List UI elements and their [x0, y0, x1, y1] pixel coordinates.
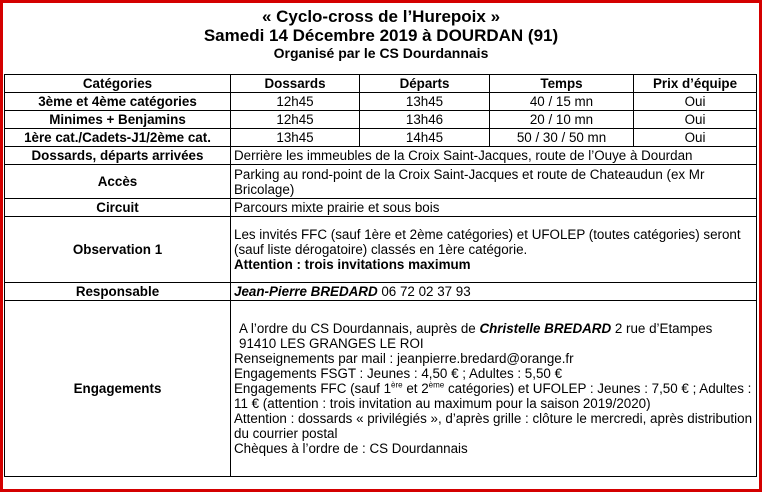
superscript: ère — [391, 380, 403, 390]
row-departs: 13h45 — [360, 93, 490, 111]
row-dossards: 12h45 — [231, 93, 360, 111]
info-row-observation — [5, 217, 757, 283]
row-category: 3ème et 4ème catégories — [5, 93, 231, 111]
row-dossards: 12h45 — [231, 111, 360, 129]
circuit-label: Circuit — [5, 199, 231, 217]
row-departs: 13h46 — [360, 111, 490, 129]
event-organizer: Organisé par le CS Dourdannais — [273, 45, 489, 61]
table-row — [5, 93, 757, 111]
engagement-ffc-text: catégories) et UFOLEP : Jeunes : 7,50 € ; Adultes : 11 € (attention : trois invitation au maximum pour la saison 2019/2020) — [234, 381, 752, 411]
info-row-acces — [5, 165, 757, 199]
event-info-table — [4, 74, 757, 477]
row-temps: 50 / 30 / 50 mn — [490, 129, 634, 147]
engagement-cheques: Chèques à l’ordre de : CS Dourdannais — [234, 441, 468, 456]
engagement-ffc — [234, 381, 753, 411]
engagements-label: Engagements — [5, 301, 231, 477]
row-temps: 20 / 10 mn — [490, 111, 634, 129]
engagement-ffc-text: Engagements FFC (sauf 1 — [234, 381, 392, 396]
observation-line: Les invités FFC (sauf 1ère et 2ème catégories) et UFOLEP (toutes catégories) seront — [234, 227, 741, 242]
engagements-value — [231, 301, 757, 477]
observation-line: (sauf liste dérogatoire) classés en 1ère catégorie. — [234, 242, 528, 257]
circuit-value: Parcours mixte prairie et sous bois — [231, 199, 757, 217]
engagement-attention: Attention : dossards « privilégiés », d’après grille : clôture le mercredi, après distribution du courrier postal — [234, 411, 753, 441]
row-prix: Oui — [634, 111, 757, 129]
row-prix: Oui — [634, 129, 757, 147]
responsable-name: Jean-Pierre BREDARD — [234, 284, 378, 299]
event-date-location: Samedi 14 Décembre 2019 à DOURDAN (91) — [203, 26, 559, 45]
dossards-label: Dossards, départs arrivées — [5, 147, 231, 165]
row-temps: 40 / 15 mn — [490, 93, 634, 111]
engagement-address-street: 2 rue d’Etampes 91410 LES GRANGES LE ROI — [239, 321, 713, 351]
acces-value: Parking au rond-point de la Croix Saint-Jacques et route de Chateaudun (ex Mr Bricolage) — [231, 165, 757, 199]
responsable-label: Responsable — [5, 283, 231, 301]
row-prix: Oui — [634, 93, 757, 111]
info-row-dossards — [5, 147, 757, 165]
engagement-address — [234, 321, 753, 351]
row-category: 1ère cat./Cadets-J1/2ème cat. — [5, 129, 231, 147]
engagement-mail: Renseignements par mail : jeanpierre.bredard@orange.fr — [234, 351, 574, 366]
header-departs: Départs — [360, 75, 490, 93]
header-categories: Catégories — [5, 75, 231, 93]
table-row — [5, 111, 757, 129]
header-dossards: Dossards — [231, 75, 360, 93]
engagement-ffc-text: et 2 — [402, 381, 429, 396]
engagement-fsgt: Engagements FSGT : Jeunes : 4,50 € ; Adultes : 5,50 € — [234, 366, 563, 381]
contact-name: Christelle BREDARD — [479, 321, 612, 336]
info-row-responsable — [5, 283, 757, 301]
superscript: ème — [428, 380, 445, 390]
acces-label: Accès — [5, 165, 231, 199]
header-temps: Temps — [490, 75, 634, 93]
responsable-value — [231, 283, 757, 301]
responsable-phone: 06 72 02 37 93 — [377, 284, 471, 299]
header-prix-equipe: Prix d’équipe — [634, 75, 757, 93]
row-category: Minimes + Benjamins — [5, 111, 231, 129]
observation-warning: Attention : trois invitations maximum — [234, 257, 471, 272]
observation-value — [231, 217, 757, 283]
row-dossards: 13h45 — [231, 129, 360, 147]
info-row-engagements — [5, 301, 757, 477]
row-departs: 14h45 — [360, 129, 490, 147]
table-row — [5, 129, 757, 147]
engagement-address-text: A l’ordre du CS Dourdannais, auprès de — [239, 321, 480, 336]
dossards-value: Derrière les immeubles de la Croix Saint-Jacques, route de l’Ouye à Dourdan — [231, 147, 757, 165]
event-title: « Cyclo-cross de l’Hurepoix » — [261, 7, 501, 26]
observation-label: Observation 1 — [5, 217, 231, 283]
info-row-circuit — [5, 199, 757, 217]
table-header-row — [5, 75, 757, 93]
